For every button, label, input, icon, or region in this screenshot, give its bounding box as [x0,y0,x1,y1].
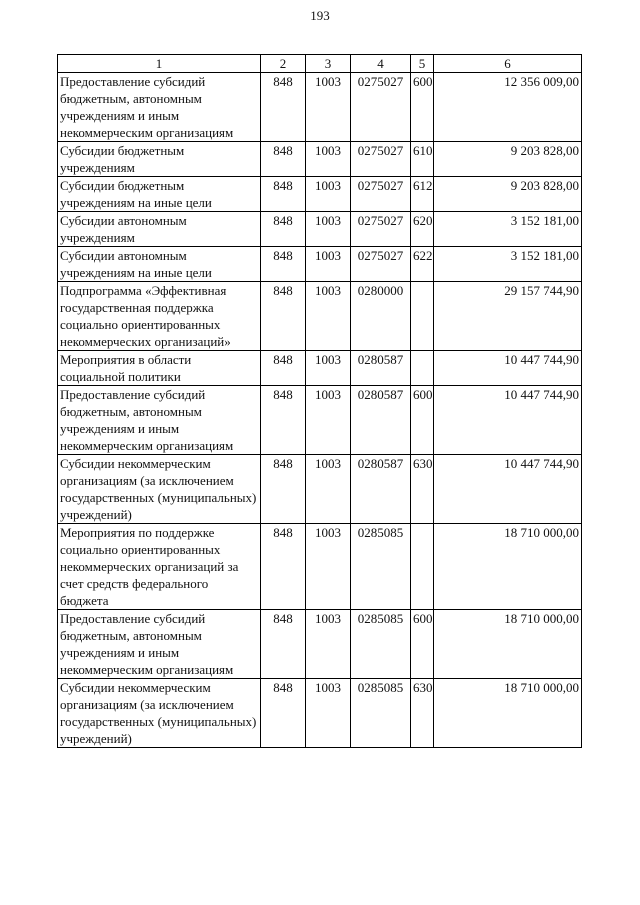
column-header-6: 6 [434,55,582,73]
row-name-cell: Субсидии некоммерческим организациям (за исключением государственных (муниципальных) учреждений) [58,679,261,748]
row-amount-cell: 10 447 744,90 [434,455,582,524]
row-amount-cell: 3 152 181,00 [434,212,582,247]
row-section-cell: 1003 [306,679,351,748]
row-section-cell: 1003 [306,524,351,610]
row-target-code-cell: 0280587 [351,455,411,524]
row-expense-type-cell: 630 [411,455,434,524]
row-name-cell: Предоставление субсидий бюджетным, автономным учреждениям и иным некоммерческим организациям [58,610,261,679]
column-header-4: 4 [351,55,411,73]
row-name-cell: Мероприятия по поддержке социально ориентированных некоммерческих организаций за счет средств федерального бюджета [58,524,261,610]
page-number: 193 [310,8,330,23]
row-amount-cell: 29 157 744,90 [434,282,582,351]
row-section-cell: 1003 [306,177,351,212]
row-name-cell: Мероприятия в области социальной политики [58,351,261,386]
row-amount-cell: 18 710 000,00 [434,679,582,748]
table-row [58,282,582,351]
row-expense-type-cell: 630 [411,679,434,748]
row-expense-type-cell: 622 [411,247,434,282]
table-row [58,679,582,748]
row-section-cell: 1003 [306,282,351,351]
row-section-cell: 1003 [306,386,351,455]
row-grbs-cell: 848 [261,351,306,386]
table-row [58,386,582,455]
row-target-code-cell: 0275027 [351,247,411,282]
row-amount-cell: 18 710 000,00 [434,610,582,679]
row-grbs-cell: 848 [261,73,306,142]
column-header-1: 1 [58,55,261,73]
row-name-cell: Предоставление субсидий бюджетным, автономным учреждениям и иным некоммерческим организациям [58,386,261,455]
column-header-3: 3 [306,55,351,73]
row-name-cell: Предоставление субсидий бюджетным, автономным учреждениям и иным некоммерческим организациям [58,73,261,142]
row-expense-type-cell: 620 [411,212,434,247]
row-expense-type-cell: 612 [411,177,434,212]
row-target-code-cell: 0280587 [351,351,411,386]
row-section-cell: 1003 [306,351,351,386]
row-amount-cell: 10 447 744,90 [434,351,582,386]
row-grbs-cell: 848 [261,386,306,455]
row-grbs-cell: 848 [261,177,306,212]
row-expense-type-cell: 600 [411,610,434,679]
row-expense-type-cell: 600 [411,73,434,142]
row-name-cell: Субсидии некоммерческим организациям (за исключением государственных (муниципальных) учреждений) [58,455,261,524]
row-name-cell: Субсидии бюджетным учреждениям [58,142,261,177]
table-row [58,610,582,679]
row-target-code-cell: 0275027 [351,177,411,212]
row-section-cell: 1003 [306,610,351,679]
row-grbs-cell: 848 [261,679,306,748]
row-target-code-cell: 0275027 [351,212,411,247]
row-grbs-cell: 848 [261,212,306,247]
table-row [58,177,582,212]
row-amount-cell: 9 203 828,00 [434,142,582,177]
row-section-cell: 1003 [306,455,351,524]
row-amount-cell: 18 710 000,00 [434,524,582,610]
table-row [58,142,582,177]
row-expense-type-cell [411,524,434,610]
row-expense-type-cell: 600 [411,386,434,455]
row-name-cell: Субсидии бюджетным учреждениям на иные цели [58,177,261,212]
table-row [58,212,582,247]
row-amount-cell: 3 152 181,00 [434,247,582,282]
table-body [58,73,582,748]
row-target-code-cell: 0285085 [351,610,411,679]
header-row [58,55,582,73]
table-header [58,55,582,73]
row-name-cell: Субсидии автономным учреждениям [58,212,261,247]
row-target-code-cell: 0280587 [351,386,411,455]
row-grbs-cell: 848 [261,142,306,177]
table-row [58,351,582,386]
row-expense-type-cell: 610 [411,142,434,177]
row-grbs-cell: 848 [261,524,306,610]
table-row [58,247,582,282]
column-header-5: 5 [411,55,434,73]
row-section-cell: 1003 [306,247,351,282]
column-header-2: 2 [261,55,306,73]
row-grbs-cell: 848 [261,455,306,524]
row-amount-cell: 10 447 744,90 [434,386,582,455]
row-grbs-cell: 848 [261,282,306,351]
row-expense-type-cell [411,351,434,386]
row-amount-cell: 12 356 009,00 [434,73,582,142]
row-target-code-cell: 0285085 [351,679,411,748]
table-row [58,455,582,524]
row-section-cell: 1003 [306,212,351,247]
row-name-cell: Подпрограмма «Эффективная государственная поддержка социально ориентированных некоммерческих организаций» [58,282,261,351]
row-amount-cell: 9 203 828,00 [434,177,582,212]
row-target-code-cell: 0285085 [351,524,411,610]
row-target-code-cell: 0275027 [351,142,411,177]
row-grbs-cell: 848 [261,247,306,282]
row-target-code-cell: 0275027 [351,73,411,142]
table-row [58,524,582,610]
row-grbs-cell: 848 [261,610,306,679]
row-name-cell: Субсидии автономным учреждениям на иные цели [58,247,261,282]
row-section-cell: 1003 [306,142,351,177]
row-expense-type-cell [411,282,434,351]
table-row [58,73,582,142]
row-target-code-cell: 0280000 [351,282,411,351]
budget-table [57,54,582,748]
row-section-cell: 1003 [306,73,351,142]
